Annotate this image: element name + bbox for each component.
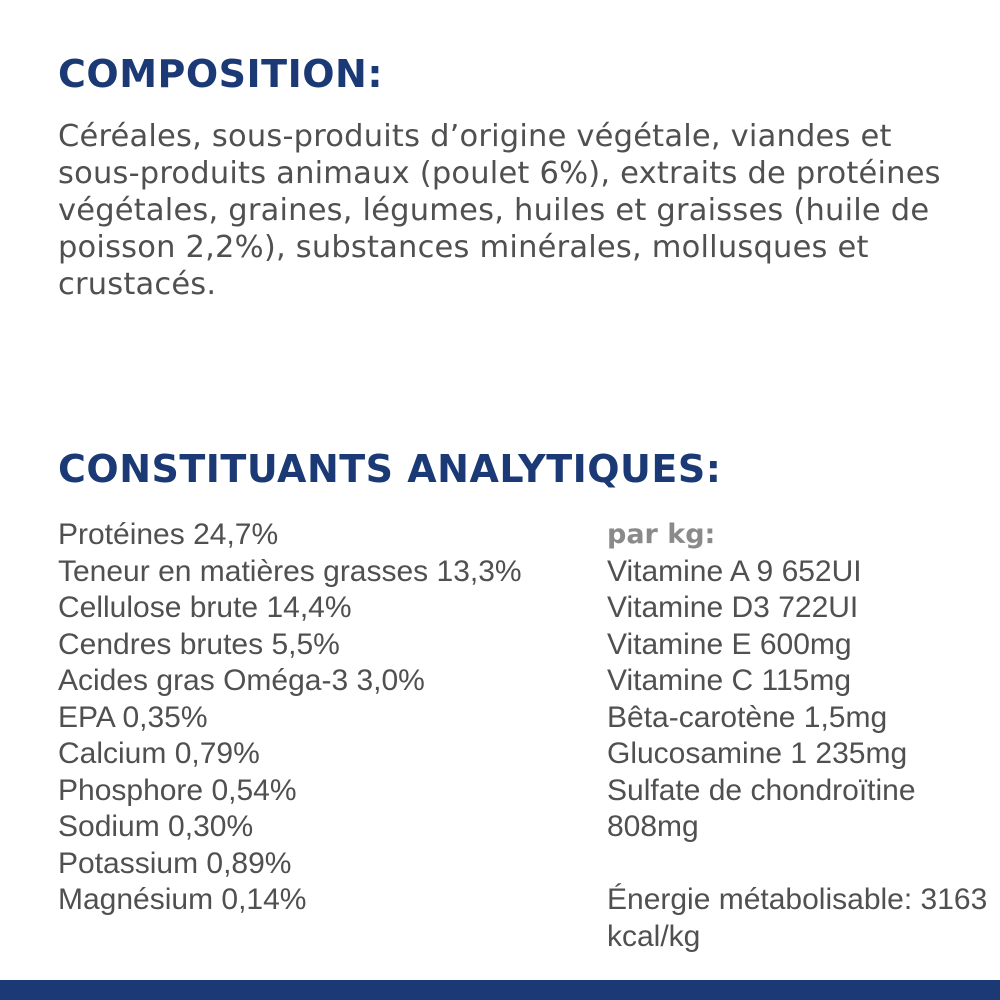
list-item: Vitamine E 600mg	[607, 627, 852, 661]
list-item: Acides gras Oméga-3 3,0%	[58, 664, 425, 697]
list-item: EPA 0,35%	[58, 700, 208, 734]
list-item: Cendres brutes 5,5%	[58, 627, 340, 661]
list-item: Sodium 0,30%	[58, 810, 254, 843]
list-item: Sulfate de chondroïtine 808mg	[607, 773, 916, 843]
list-item: Phosphore 0,54%	[58, 773, 297, 807]
list-item: Vitamine A 9 652UI	[607, 554, 862, 588]
composition-text: Céréales, sous-produits d’origine végétale, viandes et sous-produits animaux (poulet 6%), extraits de protéines végétales, graines, légumes, huiles et graisses (huile de poisson 2,2%), substances minérales, mollusques et crustacés.	[58, 119, 941, 302]
composition-heading: COMPOSITION:	[58, 52, 384, 96]
list-item: Teneur en matières grasses 13,3%	[58, 554, 522, 588]
energy-value: Énergie métabolisable: 3163 kcal/kg	[607, 883, 988, 953]
list-item: Vitamine C 115mg	[607, 664, 852, 697]
list-item: Vitamine D3 722UI	[607, 591, 859, 624]
analytical-constituents-list	[58, 517, 598, 919]
list-item: Protéines 24,7%	[58, 518, 279, 551]
additives-per-kg-list	[607, 517, 992, 955]
list-item: Calcium 0,79%	[58, 737, 260, 770]
bottom-brand-bar	[0, 980, 1000, 1000]
spacer	[607, 846, 992, 883]
list-item: Cellulose brute 14,4%	[58, 591, 352, 624]
list-item: Magnésium 0,14%	[58, 883, 307, 916]
per-kg-label: par kg:	[607, 519, 716, 550]
list-item: Potassium 0,89%	[58, 846, 292, 880]
list-item: Bêta-carotène 1,5mg	[607, 700, 888, 734]
analytical-constituents-heading: CONSTITUANTS ANALYTIQUES:	[58, 447, 722, 491]
list-item: Glucosamine 1 235mg	[607, 737, 908, 770]
